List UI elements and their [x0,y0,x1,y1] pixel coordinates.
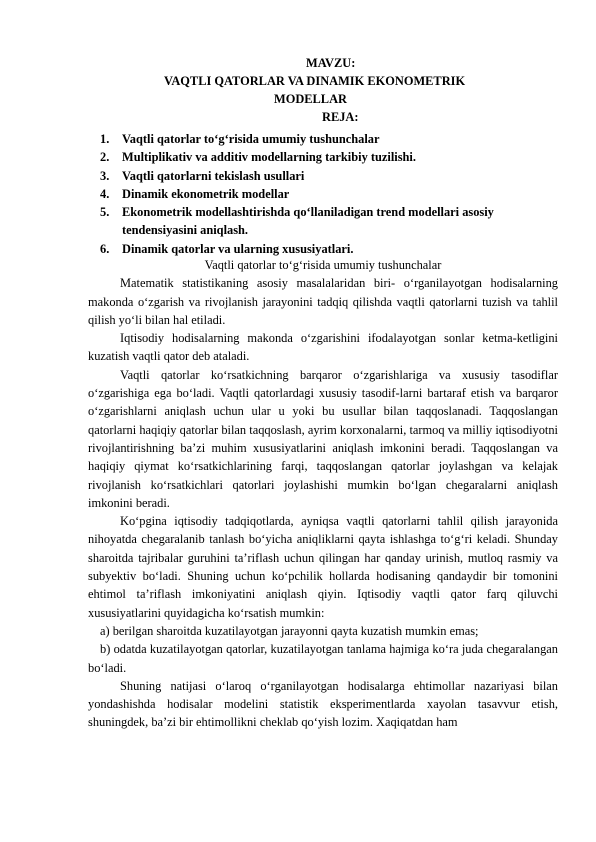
plan-item [100,167,550,185]
plan-item-number: 2. [100,150,110,165]
plan-item-number: 3. [100,168,110,183]
paragraph: Iqtisodiy hodisalarning makonda o‘zgarishini ifodalayotgan sonlar ketma-ketligini kuzatish vaqtli qator deb ataladi. [88,331,558,364]
plan-item-number: 1. [100,132,110,146]
plan-item [100,148,550,166]
plan-item [100,130,550,148]
section-subtitle: Vaqtli qatorlar to‘g‘risida umumiy tushunchalar [204,258,442,272]
title-line-2: MODELLAR [274,92,347,106]
section-body [88,256,558,732]
plan-item-text: Vaqtli qatorlar to‘g‘risida umumiy tushunchalar [122,132,380,146]
plan-item [100,185,550,203]
paragraph: Ko‘pgina iqtisodiy tadqiqotlarda, ayniqsa vaqtli qatorlarni tahlil qilish jarayonida nihoyatda chegaralanib tanlash bo‘yicha aniqliklarni qayta ishlashga to‘g‘ri keladi. Shunday sharoitda tajribalar guruhini ta’riflash uchun qilingan har qanday urinish, mutloq rasmiy va subyektiv bo‘ladi. Shuning uchun ko‘pchilik hollarda hodisaning qandaydir bir tomonini ehtimol ta’riflash imkoniyatini aniqlash qiyin. Iqtisodiy vaqtli qator farq qiluvchi xususiyatlarini quyidagicha ko‘rsatish mumkin: [88,514,558,620]
plan-label: REJA: [322,110,359,124]
plan-list [100,130,550,258]
plan-item-text: Vaqtli qatorlarni tekislash usullari [122,168,305,183]
topic-label: MAVZU: [306,56,356,70]
title-line-1: VAQTLI QATORLAR VA DINAMIK EKONOMETRIK [164,74,466,88]
list-item: b) odatda kuzatilayotgan qatorlar, kuzatilayotgan tanlama hajmiga ko‘ra juda chegaralangan bo‘ladi. [88,642,558,675]
plan-item-number: 5. [100,205,110,220]
plan-item [100,203,550,240]
plan-item-number: 4. [100,186,110,201]
plan-item-text: Dinamik ekonometrik modellar [122,186,290,201]
paragraph: Shuning natijasi o‘laroq o‘rganilayotgan hodisalarga ehtimollar nazariyasi bilan yondashishda hodisalar modelini statistik eksperimentlarda xayolan tasavvur etish, shuningdek, ba’zi bir ehtimollikni cheklab qo‘yish lozim. Xaqiqatdan ham [88,678,558,730]
plan-item-text: Ekonometrik modellashtirishda qo‘llaniladigan trend modellari asosiy tendensiyasini aniqlash. [122,205,494,238]
plan-item-text: Dinamik qatorlar va ularning xususiyatlari. [122,241,354,256]
paragraph: Matematik statistikaning asosiy masalalaridan biri- o‘rganilayotgan hodisalarning makonda o‘zgarish va rivojlanish jarayonini tadqiq qilishda vaqtli qatorlarni tuzish va tahlil qilish yo‘li bilan hal etiladi. [88,276,558,327]
paragraph: Vaqtli qatorlar ko‘rsatkichning barqaror o‘zgarishlariga va xususiy tasodiflar o‘zgarishiga ega bo‘ladi. Vaqtli qatorlardagi xususiy tasodif-larni bartaraf etish va barqaror o‘zgarishlarni aniqlash uchun ular u yoki bu usullar bilan taqqoslanadi. Taqqoslangan qatorlarni haqiqiy qatorlar bilan taqqoslash, ayrim korxonalarni, tarmoq va milliy iqtisodiyotni rivojlantirishning ba’zi muhim xususiyatlarini aniqlash imkonini beradi. Taqqoslangan va haqiqiy qiymat ko‘rsatkichlarining farqi, taqqoslangan qatorlar joylashgan va kelajak rivojlanish ko‘rsatkichlari qatorlari joylashishi mumkin bo‘lgan chegaralarni aniqlash imkonini beradi. [88,367,558,510]
plan-item-number: 6. [100,241,110,256]
list-item: a) berilgan sharoitda kuzatilayotgan jarayonni qayta kuzatish mumkin emas; [100,623,479,638]
plan-item-text: Multiplikativ va additiv modellarning tarkibiy tuzilishi. [122,150,416,165]
